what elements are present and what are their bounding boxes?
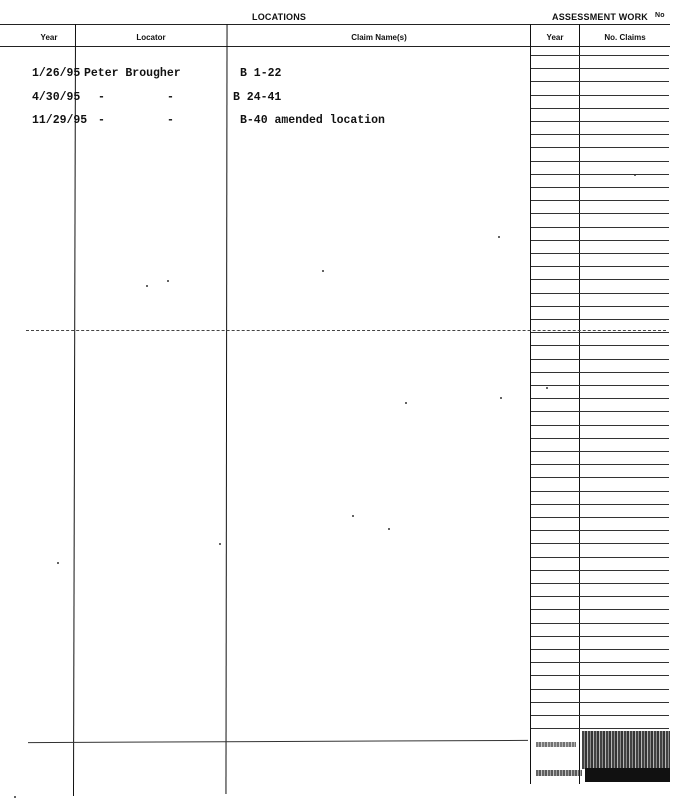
- col-header-locator: Locator: [136, 33, 166, 42]
- scan-speck: [322, 270, 324, 272]
- ruled-line: [531, 464, 669, 465]
- ruled-line: [531, 200, 669, 201]
- scan-speck: [388, 528, 390, 530]
- ruled-line: [531, 385, 669, 386]
- ruled-line: [531, 227, 669, 228]
- ruled-line: [531, 187, 669, 188]
- col-header-aw-year: Year: [546, 33, 564, 42]
- ruled-line: [531, 95, 669, 96]
- ruled-line: [531, 491, 669, 492]
- ruled-line: [531, 240, 669, 241]
- ruled-line: [531, 438, 669, 439]
- ruled-line: [531, 583, 669, 584]
- scan-speck: [352, 515, 354, 517]
- scan-noise-block: [582, 731, 670, 769]
- entry-3-claim: B-40 amended location: [240, 114, 385, 127]
- scan-speck: [146, 285, 148, 287]
- ruled-line: [531, 543, 669, 544]
- ruled-line: [531, 451, 669, 452]
- divider-year-locator: [73, 24, 76, 796]
- col-header-aw-claims: No. Claims: [604, 33, 646, 42]
- ruled-line: [531, 372, 669, 373]
- ruled-line: [531, 359, 669, 360]
- ruled-line: [531, 68, 669, 69]
- ruled-line: [531, 147, 669, 148]
- entry-2-claim: B 24-41: [233, 91, 282, 104]
- ruled-line: [531, 213, 669, 214]
- ruled-line: [531, 161, 669, 162]
- ruled-line: [531, 398, 669, 399]
- ruled-line: [531, 596, 669, 597]
- scan-speck: [14, 796, 16, 798]
- entry-1-year: 1/26/95: [32, 67, 81, 80]
- scan-speck: [546, 387, 548, 389]
- corner-mark: No: [655, 12, 665, 19]
- bottom-rule: [28, 740, 528, 743]
- ruled-line: [531, 332, 669, 333]
- ruled-line: [531, 293, 669, 294]
- ruled-line: [531, 649, 669, 650]
- entry-1-locator: Peter Brougher: [84, 67, 181, 80]
- ruled-line: [531, 636, 669, 637]
- col-header-claim-names: Claim Name(s): [351, 33, 407, 42]
- ruled-line: [531, 689, 669, 690]
- ruled-line: [531, 570, 669, 571]
- ruled-line: [531, 411, 669, 412]
- ruled-line: [531, 319, 669, 320]
- scan-speck: [57, 562, 59, 564]
- assessment-work-heading: ASSESSMENT WORK: [552, 12, 649, 22]
- scan-noise-strip: [536, 770, 582, 776]
- divider-aw-year-claims: [579, 24, 580, 784]
- ruled-line: [531, 108, 669, 109]
- entry-3-locator: - -: [98, 114, 174, 127]
- ruled-line: [531, 675, 669, 676]
- ruled-line: [531, 306, 669, 307]
- ruled-line: [531, 253, 669, 254]
- ruled-line: [531, 279, 669, 280]
- ruled-line: [531, 345, 669, 346]
- locations-heading: LOCATIONS: [252, 12, 307, 22]
- ruled-line: [531, 266, 669, 267]
- divider-claims-aw: [530, 24, 531, 784]
- ruled-line: [531, 623, 669, 624]
- ruled-line: [531, 55, 669, 56]
- entry-3-year: 11/29/95: [32, 114, 88, 127]
- divider-locator-claims: [225, 24, 227, 794]
- scan-speck: [634, 174, 636, 176]
- scan-speck: [167, 280, 169, 282]
- ruled-line: [531, 530, 669, 531]
- ruled-line: [531, 425, 669, 426]
- entry-2-locator: - -: [98, 91, 174, 104]
- ruled-line: [531, 715, 669, 716]
- ruled-line: [531, 702, 669, 703]
- entry-1-claim: B 1-22: [240, 67, 282, 80]
- ruled-line: [531, 728, 669, 729]
- ruled-line: [531, 557, 669, 558]
- ruled-line: [531, 517, 669, 518]
- ruled-line: [531, 134, 669, 135]
- ruled-line: [531, 504, 669, 505]
- scan-speck: [500, 397, 502, 399]
- mid-page-rule: [26, 330, 666, 331]
- header-top-rule: [0, 24, 670, 25]
- ruled-line: [531, 174, 669, 175]
- ruled-line: [531, 121, 669, 122]
- scan-noise-strip: [536, 742, 576, 747]
- scan-speck: [219, 543, 221, 545]
- scan-speck: [498, 236, 500, 238]
- header-bottom-rule: [0, 46, 670, 47]
- col-header-year: Year: [40, 33, 58, 42]
- scan-speck: [405, 402, 407, 404]
- ruled-line: [531, 81, 669, 82]
- entry-2-year: 4/30/95: [32, 91, 81, 104]
- scan-noise-bar: [585, 768, 670, 782]
- ruled-line: [531, 477, 669, 478]
- ruled-line: [531, 662, 669, 663]
- ruled-line: [531, 609, 669, 610]
